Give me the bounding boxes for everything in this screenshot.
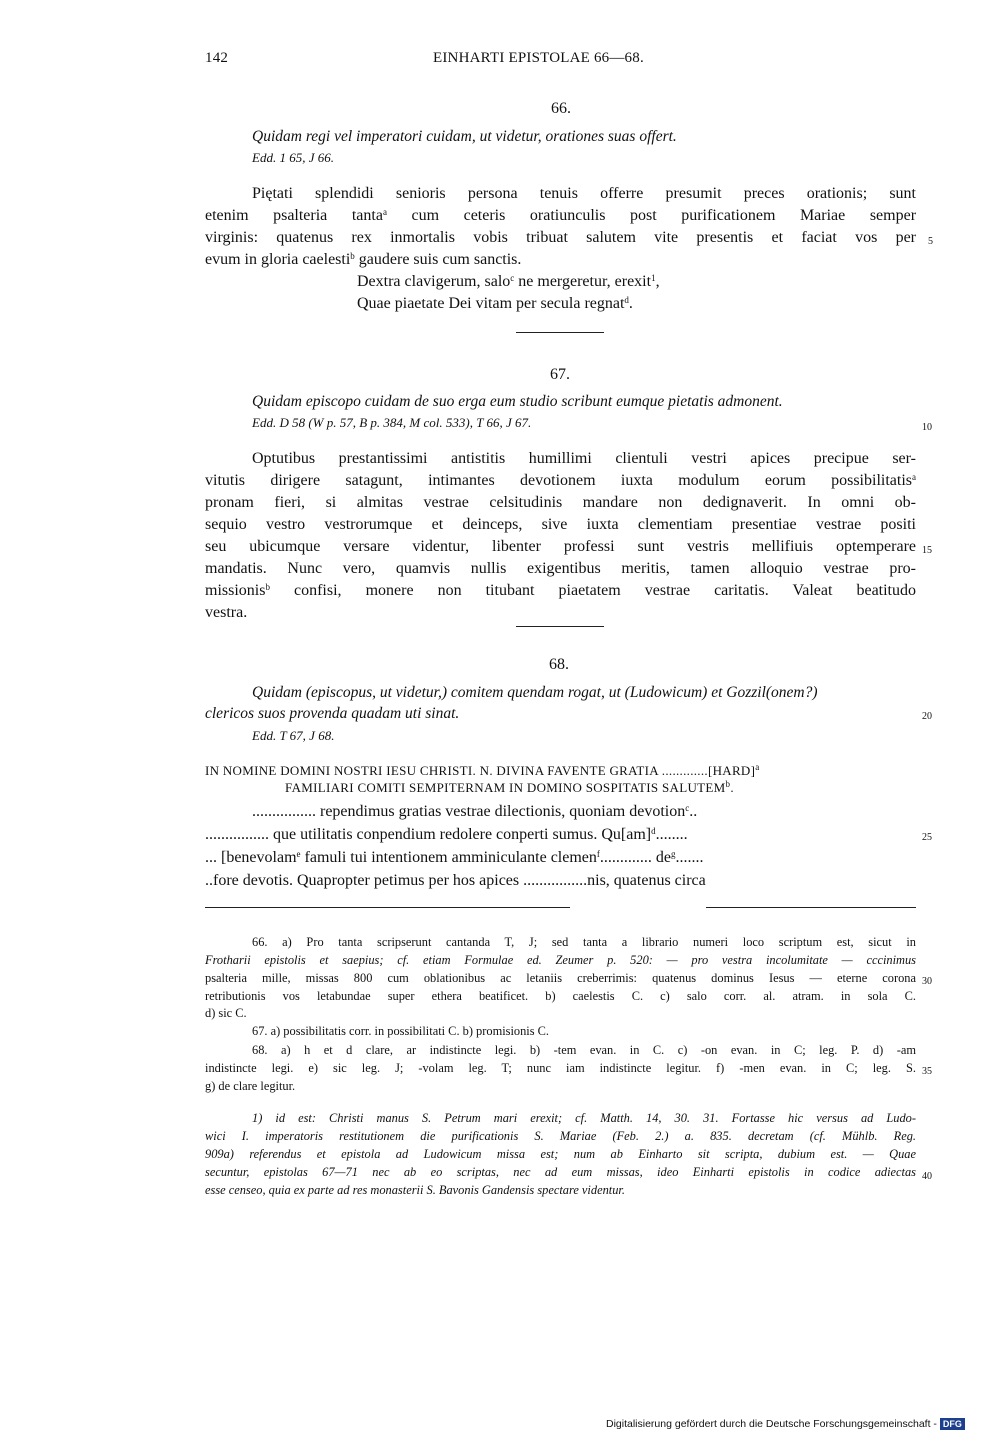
footnote-68-line-2: indistincte legi. e) sic leg. J; -volam leg. T; nunc iam indistincte legitur. f) -men evan. in C; leg. S.	[205, 1061, 916, 1075]
line-number: 35	[922, 1066, 932, 1077]
footnote-66-line-3: psalteria mille, missas 800 cum oblationibus ac letaniis creberrimis: quatenus dominus Iesus — eterne corona	[205, 971, 916, 985]
letter-67-line-5: seu ubicumque versare videntur, libenter professi sunt vestris mellifiuis optemperare	[205, 538, 916, 555]
letter-66-line-3: virginis: quatenus rex inmortalis vobis tribuat salutem vite presentis et faciat vos per	[205, 229, 916, 246]
note-1-line-1: 1) id est: Christi manus S. Petrum mari erexit; cf. Matth. 14, 30. 31. Fortasse hic versus ad Ludo-	[252, 1111, 916, 1125]
letter-68-summary-line-2: clericos suos provenda quadam uti sinat.	[205, 705, 460, 722]
note-1-line-4: secuntur, epistolas 67—71 nec ab eo scriptas, nec ad eum missas, ideo Einharti epistolis in codice adiectas	[205, 1165, 916, 1179]
letter-66-summary: Quidam regi vel imperatori cuidam, ut videtur, orationes suas offert.	[252, 128, 677, 145]
line-number: 30	[922, 976, 932, 987]
page-number: 142	[205, 50, 229, 66]
salutation-line-1: IN NOMINE DOMINI NOSTRI IESU CHRISTI. N. DIVINA FAVENTE GRATIA .............[HARD]$^a$	[205, 762, 760, 778]
footnote-66-line-4: retributionis vos letabundae super ethera beatificet. b) caelestis C. c) salo corr. al. atram. in sola C.	[205, 989, 916, 1003]
line-number: 5	[928, 236, 933, 247]
letter-67-line-1: Optutibus prestantissimi antistitis humillimi clientuli vestri apices precipue ser-	[252, 450, 916, 467]
text-end-rule-right	[706, 907, 916, 908]
footnote-67: 67. a) possibilitatis corr. in possibilitati C. b) promisionis C.	[252, 1024, 550, 1038]
letter-68-number: 68.	[549, 656, 569, 673]
line-number: 10	[922, 422, 932, 433]
digitization-credit	[606, 1418, 965, 1430]
letter-68-line-2: ................ que utilitatis conpendium redolere conperti sumus. Qu[am]$^d$........	[205, 826, 688, 843]
credit-text: Digitalisierung gefördert durch die Deutsche Forschungsgemeinschaft -	[606, 1418, 937, 1430]
letter-68-line-3: ... [benevolam$^e$ famuli tui intentionem amminiculante clemen$^f$............. $de^g$.......	[205, 849, 704, 866]
letter-68-line-4: ..fore devotis. Quapropter petimus per hos apices ................nis, quatenus circa	[205, 872, 706, 889]
line-number: 40	[922, 1171, 932, 1182]
footnote-66-line-5: d) sic C.	[205, 1006, 247, 1020]
section-divider-67	[516, 626, 604, 627]
letter-67-line-8: vestra.	[205, 604, 248, 621]
letter-67-line-7: missionis$^b$ confisi, monere non titubant piaetatem vestrae caritatis. Valeat beatitudo	[205, 582, 917, 599]
letter-67-editions: Edd. D 58 (W p. 57, B p. 384, M col. 533), T 66, J 67.	[252, 415, 532, 430]
verse-line-1: Dextra clavigerum, salo$^c$ ne mergeretur, erexit$^1$,	[357, 273, 660, 290]
letter-66-line-4: evum in gloria caelesti$^b$ gaudere suis cum sanctis.	[205, 251, 522, 268]
text-end-rule-left	[205, 907, 570, 908]
line-number: 20	[922, 711, 932, 722]
line-number: 15	[922, 545, 932, 556]
salutation-line-2: FAMILIARI COMITI SEMPITERNAM IN DOMINO SOSPITATIS SALUTEM$^b$.	[285, 779, 734, 795]
footnote-66-line-1: 66. a) Pro tanta scripserunt cantanda T, J; sed tanta a librario numeri loco scriptum est, sicut in	[252, 935, 916, 949]
footnote-66-line-2: Frotharii epistolis et saepius; cf. etiam Formulae ed. Zeumer p. 520: — pro vestra incolumitate — cccinimus	[205, 953, 916, 967]
letter-67-line-2: vitutis dirigere satagunt, intimantes devotionem iuxta modulum eorum possibilitatis$^a$	[205, 472, 916, 489]
letter-67-number: 67.	[550, 366, 570, 383]
section-divider-66	[516, 332, 604, 333]
letter-66-number: 66.	[551, 100, 571, 117]
letter-66-editions: Edd. 1 65, J 66.	[252, 150, 334, 165]
letter-67-summary: Quidam episcopo cuidam de suo erga eum studio scribunt eumque pietatis admonent.	[252, 393, 783, 410]
letter-67-line-3: pronam fieri, si almitas vestrae celsitudinis mandare non dedignaverit. In omni ob-	[205, 494, 916, 511]
letter-67-line-6: mandatis. Nunc vero, quamvis nullis exigentibus meritis, tamen alloquio vestrae pro-	[205, 560, 916, 577]
letter-66-line-2: etenim psalteria tanta$^a$ cum ceteris oratiunculis post purificationem Mariae semper	[205, 207, 917, 224]
letter-66-line-1: Piętati splendidi senioris persona tenuis offerre presumit preces orationis; sunt	[252, 185, 916, 202]
dfg-logo: DFG	[940, 1418, 965, 1430]
line-number: 25	[922, 832, 932, 843]
letter-68-editions: Edd. T 67, J 68.	[252, 728, 335, 743]
note-1-line-3: 909a) referendus et epistola ad Ludowicum missa est; num ab Einharto sit scripta, dubium est. — Quae	[205, 1147, 916, 1161]
letter-68-line-1: ................ rependimus gratias vestrae dilectionis, quoniam devotion$^c$..	[252, 803, 698, 820]
note-1-line-2: wici I. imperatoris restitutionem die purificationis S. Mariae (Feb. 2.) a. 835. decretam (cf. Mühlb. Reg.	[205, 1129, 916, 1143]
footnote-68-line-1: 68. a) h et d clare, ar indistincte legi. b) -tem evan. in C. c) -on evan. in C; leg. P. d) -am	[252, 1043, 916, 1057]
letter-68-summary-line-1: Quidam (episcopus, ut videtur,) comitem quendam rogat, ut (Ludowicum) et Gozzil(onem?)	[252, 684, 818, 701]
note-1-line-5: esse censeo, quia ex parte ad res monasterii S. Bavonis Gandensis spectare videntur.	[205, 1183, 625, 1197]
letter-67-line-4: sequio vestro vestrorumque et deinceps, sive iuxta clementiam presentiae vestrae positi	[205, 516, 916, 533]
running-title: EINHARTI EPISTOLAE 66—68.	[433, 50, 644, 66]
footnote-68-line-3: g) de clare legitur.	[205, 1079, 296, 1093]
verse-line-2: Quae piaetate Dei vitam per secula regnat$^d$.	[357, 295, 633, 312]
